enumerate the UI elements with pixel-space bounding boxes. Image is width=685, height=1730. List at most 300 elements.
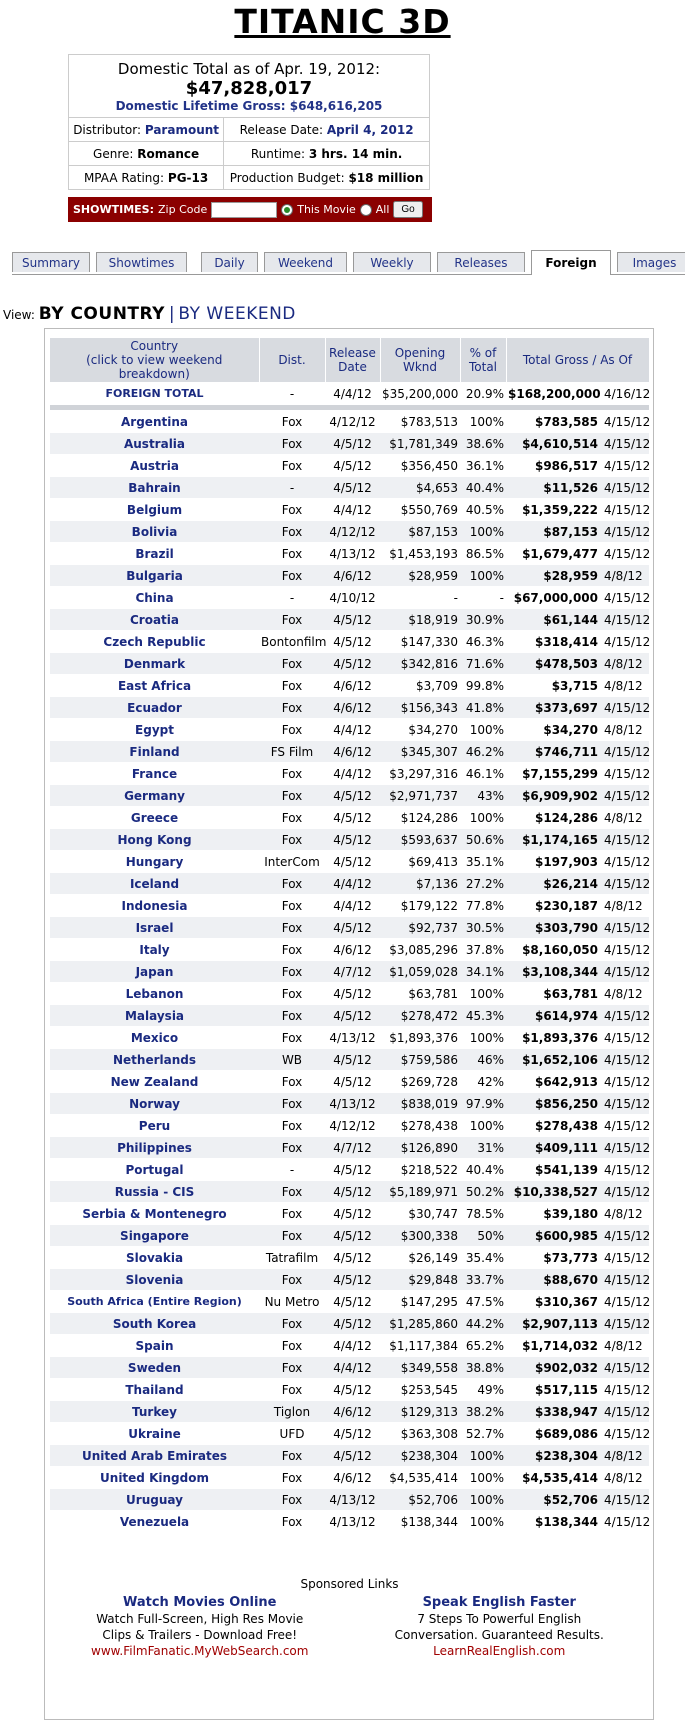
header-release-date[interactable]: Release Date <box>325 338 380 383</box>
gross-cell: $310,367 <box>506 1291 600 1313</box>
pct-cell: 100% <box>460 1445 506 1467</box>
lifetime-gross-link[interactable]: Domestic Lifetime Gross: $648,616,205 <box>115 98 383 113</box>
country-link[interactable]: United Arab Emirates <box>50 1445 259 1467</box>
country-link[interactable]: Peru <box>50 1115 259 1137</box>
tab-weekly[interactable]: Weekly <box>353 252 431 272</box>
release-cell: 4/5/12 <box>325 851 380 873</box>
asof-cell: 4/15/12 <box>600 455 649 477</box>
dist-cell: FS Film <box>259 741 325 763</box>
country-link[interactable]: New Zealand <box>50 1071 259 1093</box>
pct-cell: 100% <box>460 565 506 587</box>
asof-cell: 4/15/12 <box>600 433 649 455</box>
asof-cell: 4/15/12 <box>600 697 649 719</box>
table-row <box>50 1137 649 1159</box>
distributor-label: Distributor: <box>73 122 142 137</box>
pct-cell: 100% <box>460 807 506 829</box>
asof-cell: 4/15/12 <box>600 1159 649 1181</box>
gross-cell: $3,715 <box>506 675 600 697</box>
pct-cell: 38.2% <box>460 1401 506 1423</box>
opening-cell: $1,285,860 <box>380 1313 460 1335</box>
release-cell: 4/13/12 <box>325 1511 380 1533</box>
opening-cell: $356,450 <box>380 455 460 477</box>
dist-cell: Fox <box>259 763 325 785</box>
gross-cell: $478,503 <box>506 653 600 675</box>
table-row <box>50 763 649 785</box>
gross-cell: $1,174,165 <box>506 829 600 851</box>
opening-cell: $29,848 <box>380 1269 460 1291</box>
asof-cell: 4/8/12 <box>600 653 649 675</box>
go-button[interactable]: Go <box>393 201 422 218</box>
release-cell: 4/13/12 <box>325 1027 380 1049</box>
country-link[interactable]: Serbia & Montenegro <box>50 1203 259 1225</box>
release-cell: 4/5/12 <box>325 983 380 1005</box>
header-opening-wknd[interactable]: Opening Wknd <box>380 338 460 383</box>
release-cell: 4/4/12 <box>325 1357 380 1379</box>
country-link[interactable]: Thailand <box>50 1379 259 1401</box>
country-link[interactable]: Bolivia <box>50 521 259 543</box>
country-link[interactable]: Hong Kong <box>50 829 259 851</box>
country-link[interactable]: Uruguay <box>50 1489 259 1511</box>
opening-cell: $28,959 <box>380 565 460 587</box>
tab-foreign[interactable]: Foreign <box>531 250 611 275</box>
distributor-link[interactable]: Paramount <box>144 122 220 137</box>
pct-cell: 44.2% <box>460 1313 506 1335</box>
dist-cell: Fox <box>259 1445 325 1467</box>
ad-url[interactable]: LearnRealEnglish.com <box>433 1644 566 1658</box>
gross-cell: $6,909,902 <box>506 785 600 807</box>
release-cell: 4/7/12 <box>325 961 380 983</box>
opening-cell: $3,709 <box>380 675 460 697</box>
opening-cell: $278,472 <box>380 1005 460 1027</box>
opening-cell: $4,535,414 <box>380 1467 460 1489</box>
country-link[interactable]: Spain <box>50 1335 259 1357</box>
asof-cell: 4/15/12 <box>600 763 649 785</box>
gross-cell: $4,535,414 <box>506 1467 600 1489</box>
country-link[interactable]: Bahrain <box>50 477 259 499</box>
dist-cell: Fox <box>259 961 325 983</box>
dist-cell: Fox <box>259 873 325 895</box>
release-cell: 4/13/12 <box>325 543 380 565</box>
dist-cell: Fox <box>259 1489 325 1511</box>
showtimes-label: SHOWTIMES: <box>73 203 154 216</box>
genre-value: Romance <box>137 146 200 161</box>
opening-cell: $69,413 <box>380 851 460 873</box>
dist-cell: Fox <box>259 411 325 433</box>
table-row <box>50 1423 649 1445</box>
mpaa-value: PG-13 <box>167 170 209 185</box>
pct-cell: 46.3% <box>460 631 506 653</box>
asof-cell: 4/15/12 <box>600 829 649 851</box>
dist-cell: Fox <box>259 1027 325 1049</box>
gross-cell: $2,907,113 <box>506 1313 600 1335</box>
dist-cell: WB <box>259 1049 325 1071</box>
dist-cell: Fox <box>259 1115 325 1137</box>
table-row <box>50 1445 649 1467</box>
opening-cell: $87,153 <box>380 521 460 543</box>
dist-cell: Fox <box>259 1181 325 1203</box>
pct-cell: 50.6% <box>460 829 506 851</box>
domestic-total-value: $47,828,017 <box>185 77 313 99</box>
ad-line: 7 Steps To Powerful English <box>417 1612 582 1626</box>
pct-cell: 100% <box>460 521 506 543</box>
release-cell: 4/4/12 <box>325 895 380 917</box>
release-cell: 4/5/12 <box>325 1313 380 1335</box>
gross-cell: $39,180 <box>506 1203 600 1225</box>
country-link[interactable]: Australia <box>50 433 259 455</box>
pct-cell: 30.5% <box>460 917 506 939</box>
showtimes-bar <box>68 197 432 222</box>
country-link[interactable]: Ecuador <box>50 697 259 719</box>
asof-cell: 4/8/12 <box>600 675 649 697</box>
release-cell: 4/5/12 <box>325 477 380 499</box>
budget-value: $18 million <box>348 170 424 185</box>
asof-cell: 4/8/12 <box>600 1445 649 1467</box>
gross-cell: $409,111 <box>506 1137 600 1159</box>
country-link[interactable]: Norway <box>50 1093 259 1115</box>
tab-weekend[interactable]: Weekend <box>264 252 347 272</box>
gross-cell: $986,517 <box>506 455 600 477</box>
table-row <box>50 433 649 455</box>
opening-cell: $838,019 <box>380 1093 460 1115</box>
country-link[interactable]: Slovenia <box>50 1269 259 1291</box>
release-cell: 4/13/12 <box>325 1093 380 1115</box>
dist-cell: Fox <box>259 433 325 455</box>
country-link[interactable]: East Africa <box>50 675 259 697</box>
gross-cell: $902,032 <box>506 1357 600 1379</box>
release-date-cell <box>224 118 430 142</box>
asof-cell: 4/15/12 <box>600 1181 649 1203</box>
gross-cell: $63,781 <box>506 983 600 1005</box>
opening-cell: $238,304 <box>380 1445 460 1467</box>
pct-cell: 46.2% <box>460 741 506 763</box>
country-link[interactable]: South Korea <box>50 1313 259 1335</box>
release-cell: 4/5/12 <box>325 1181 380 1203</box>
country-link[interactable]: Malaysia <box>50 1005 259 1027</box>
dist-cell: Fox <box>259 807 325 829</box>
release-cell: 4/7/12 <box>325 1137 380 1159</box>
gross-cell: $1,679,477 <box>506 543 600 565</box>
dist-cell: UFD <box>259 1423 325 1445</box>
table-row <box>50 1203 649 1225</box>
release-cell: 4/5/12 <box>325 631 380 653</box>
pct-cell: 40.4% <box>460 477 506 499</box>
pct-cell: 35.1% <box>460 851 506 873</box>
country-link[interactable]: Austria <box>50 455 259 477</box>
dist-cell: Fox <box>259 1467 325 1489</box>
dist-cell: Fox <box>259 1269 325 1291</box>
asof-cell: 4/15/12 <box>600 1489 649 1511</box>
asof-cell: 4/15/12 <box>600 609 649 631</box>
country-link[interactable]: Croatia <box>50 609 259 631</box>
asof-cell: 4/15/12 <box>600 1423 649 1445</box>
table-row <box>50 609 649 631</box>
asof-cell: 4/15/12 <box>600 1027 649 1049</box>
asof-cell: 4/15/12 <box>600 1093 649 1115</box>
release-cell: 4/5/12 <box>325 455 380 477</box>
table-row <box>50 1049 649 1071</box>
foreign-total-asof: 4/16/12 <box>600 383 649 405</box>
page-title-wrap <box>0 0 685 44</box>
opening-cell: $26,149 <box>380 1247 460 1269</box>
opening-cell: $2,971,737 <box>380 785 460 807</box>
gross-cell: $689,086 <box>506 1423 600 1445</box>
tab-daily[interactable]: Daily <box>201 252 258 272</box>
table-row <box>50 1401 649 1423</box>
ad-headline[interactable]: Speak English Faster <box>422 1595 576 1610</box>
pct-cell: 77.8% <box>460 895 506 917</box>
gross-cell: $4,610,514 <box>506 433 600 455</box>
dist-cell: Fox <box>259 455 325 477</box>
opening-cell: $126,890 <box>380 1137 460 1159</box>
gross-cell: $373,697 <box>506 697 600 719</box>
genre-cell <box>69 142 224 166</box>
pct-cell: 41.8% <box>460 697 506 719</box>
country-link[interactable]: Hungary <box>50 851 259 873</box>
asof-cell: 4/15/12 <box>600 873 649 895</box>
release-cell: 4/5/12 <box>325 1049 380 1071</box>
country-link[interactable]: Bulgaria <box>50 565 259 587</box>
all-radio[interactable] <box>360 204 372 216</box>
dist-cell: Fox <box>259 1313 325 1335</box>
opening-cell: $345,307 <box>380 741 460 763</box>
gross-cell: $614,974 <box>506 1005 600 1027</box>
country-link[interactable]: Lebanon <box>50 983 259 1005</box>
country-link[interactable]: Czech Republic <box>50 631 259 653</box>
tab-showtimes[interactable]: Showtimes <box>96 252 187 272</box>
opening-cell: - <box>380 587 460 609</box>
tab-releases[interactable]: Releases <box>437 252 525 272</box>
release-cell: 4/6/12 <box>325 1467 380 1489</box>
pct-cell: 40.4% <box>460 1159 506 1181</box>
table-row <box>50 807 649 829</box>
country-link[interactable]: Portugal <box>50 1159 259 1181</box>
asof-cell: 4/8/12 <box>600 565 649 587</box>
tab-summary[interactable]: Summary <box>12 252 90 272</box>
dist-cell: - <box>259 587 325 609</box>
ad-url[interactable]: www.FilmFanatic.MyWebSearch.com <box>91 1644 309 1658</box>
dist-cell: Fox <box>259 675 325 697</box>
country-link[interactable]: Slovakia <box>50 1247 259 1269</box>
table-row <box>50 829 649 851</box>
country-link[interactable]: Argentina <box>50 411 259 433</box>
header-country[interactable]: Country (click to view weekend breakdown) <box>50 338 259 383</box>
gross-cell: $783,585 <box>506 411 600 433</box>
opening-cell: $179,122 <box>380 895 460 917</box>
country-link[interactable]: China <box>50 587 259 609</box>
pct-cell: 35.4% <box>460 1247 506 1269</box>
country-link[interactable]: Indonesia <box>50 895 259 917</box>
country-link[interactable]: United Kingdom <box>50 1467 259 1489</box>
tab-images[interactable]: Images <box>617 252 685 272</box>
release-cell: 4/5/12 <box>325 1071 380 1093</box>
sponsored-ads <box>50 1595 649 1659</box>
table-row <box>50 939 649 961</box>
asof-cell: 4/15/12 <box>600 1071 649 1093</box>
country-link[interactable]: Sweden <box>50 1357 259 1379</box>
asof-cell: 4/15/12 <box>600 917 649 939</box>
country-link[interactable]: Egypt <box>50 719 259 741</box>
pct-cell: 49% <box>460 1379 506 1401</box>
asof-cell: 4/15/12 <box>600 939 649 961</box>
asof-cell: 4/15/12 <box>600 1357 649 1379</box>
tab-bar <box>12 250 685 275</box>
gross-cell: $11,526 <box>506 477 600 499</box>
release-cell: 4/13/12 <box>325 1489 380 1511</box>
foreign-total-dist: - <box>259 383 325 405</box>
country-link[interactable]: Brazil <box>50 543 259 565</box>
asof-cell: 4/15/12 <box>600 499 649 521</box>
country-link[interactable]: Philippines <box>50 1137 259 1159</box>
country-link[interactable]: Iceland <box>50 873 259 895</box>
dist-cell: Fox <box>259 565 325 587</box>
release-cell: 4/10/12 <box>325 587 380 609</box>
country-link[interactable]: Finland <box>50 741 259 763</box>
dist-cell: Fox <box>259 499 325 521</box>
asof-cell: 4/15/12 <box>600 961 649 983</box>
asof-cell: 4/8/12 <box>600 1335 649 1357</box>
gross-cell: $87,153 <box>506 521 600 543</box>
release-date-link[interactable]: April 4, 2012 <box>326 122 414 137</box>
gross-cell: $600,985 <box>506 1225 600 1247</box>
dist-cell: Tiglon <box>259 1401 325 1423</box>
table-row <box>50 521 649 543</box>
genre-label: Genre: <box>93 146 134 161</box>
ad-line: Watch Full-Screen, High Res Movie <box>96 1612 304 1626</box>
table-row <box>50 741 649 763</box>
country-link[interactable]: Germany <box>50 785 259 807</box>
header-dist[interactable]: Dist. <box>259 338 325 383</box>
country-link[interactable]: Turkey <box>50 1401 259 1423</box>
mpaa-cell <box>69 166 224 190</box>
country-link[interactable]: France <box>50 763 259 785</box>
asof-cell: 4/15/12 <box>600 587 649 609</box>
foreign-total-release: 4/4/12 <box>325 383 380 405</box>
release-cell: 4/6/12 <box>325 697 380 719</box>
gross-cell: $230,187 <box>506 895 600 917</box>
release-cell: 4/12/12 <box>325 1115 380 1137</box>
foreign-total-label: FOREIGN TOTAL <box>50 383 259 405</box>
opening-cell: $5,189,971 <box>380 1181 460 1203</box>
gross-cell: $1,652,106 <box>506 1049 600 1071</box>
ad-watch-movies[interactable] <box>50 1595 350 1659</box>
dist-cell: Fox <box>259 1511 325 1533</box>
gross-cell: $3,108,344 <box>506 961 600 983</box>
country-link[interactable]: Israel <box>50 917 259 939</box>
country-link[interactable]: Venezuela <box>50 1511 259 1533</box>
opening-cell: $18,919 <box>380 609 460 631</box>
table-row <box>50 1225 649 1247</box>
table-row <box>50 1335 649 1357</box>
opening-cell: $1,453,193 <box>380 543 460 565</box>
ad-headline[interactable]: Watch Movies Online <box>122 1595 277 1610</box>
release-cell: 4/5/12 <box>325 1159 380 1181</box>
gross-cell: $73,773 <box>506 1247 600 1269</box>
release-cell: 4/5/12 <box>325 1225 380 1247</box>
table-row <box>50 653 649 675</box>
release-cell: 4/5/12 <box>325 609 380 631</box>
country-link[interactable]: Japan <box>50 961 259 983</box>
domestic-total-cell <box>69 55 430 118</box>
foreign-table-body <box>50 383 649 1533</box>
gross-cell: $1,714,032 <box>506 1335 600 1357</box>
pct-cell: 100% <box>460 1511 506 1533</box>
asof-cell: 4/8/12 <box>600 1467 649 1489</box>
pct-cell: 52.7% <box>460 1423 506 1445</box>
table-row <box>50 851 649 873</box>
movie-summary-box <box>68 54 430 190</box>
dist-cell: Fox <box>259 1379 325 1401</box>
asof-cell: 4/15/12 <box>600 1049 649 1071</box>
gross-cell: $28,959 <box>506 565 600 587</box>
release-cell: 4/5/12 <box>325 1005 380 1027</box>
dist-cell: Fox <box>259 653 325 675</box>
country-link[interactable]: Denmark <box>50 653 259 675</box>
pct-cell: 100% <box>460 719 506 741</box>
opening-cell: $1,117,384 <box>380 1335 460 1357</box>
country-link[interactable]: Greece <box>50 807 259 829</box>
by-weekend-link[interactable]: BY WEEKEND <box>178 304 296 324</box>
release-cell: 4/6/12 <box>325 675 380 697</box>
dist-cell: Fox <box>259 983 325 1005</box>
pct-cell: 78.5% <box>460 1203 506 1225</box>
asof-cell: 4/15/12 <box>600 1005 649 1027</box>
dist-cell: Fox <box>259 1335 325 1357</box>
asof-cell: 4/8/12 <box>600 719 649 741</box>
gross-cell: $746,711 <box>506 741 600 763</box>
dist-cell: Fox <box>259 829 325 851</box>
header-pct-total[interactable]: % of Total <box>460 338 506 383</box>
country-link[interactable]: Russia - CIS <box>50 1181 259 1203</box>
header-total-gross[interactable]: Total Gross / As Of <box>506 338 649 383</box>
asof-cell: 4/15/12 <box>600 631 649 653</box>
release-cell: 4/5/12 <box>325 807 380 829</box>
opening-cell: $300,338 <box>380 1225 460 1247</box>
pct-cell: 100% <box>460 1115 506 1137</box>
country-link[interactable]: South Africa (Entire Region) <box>50 1291 259 1313</box>
ad-line: Clips & Trailers - Download Free! <box>102 1628 298 1642</box>
release-date-label: Release Date: <box>239 122 324 137</box>
gross-cell: $7,155,299 <box>506 763 600 785</box>
release-cell: 4/4/12 <box>325 763 380 785</box>
table-row <box>50 1379 649 1401</box>
pct-cell: 38.6% <box>460 433 506 455</box>
country-link[interactable]: Mexico <box>50 1027 259 1049</box>
dist-cell: InterCom <box>259 851 325 873</box>
gross-cell: $541,139 <box>506 1159 600 1181</box>
table-row <box>50 675 649 697</box>
country-link[interactable]: Ukraine <box>50 1423 259 1445</box>
zip-code-input[interactable] <box>211 202 277 218</box>
release-cell: 4/5/12 <box>325 1269 380 1291</box>
table-row <box>50 1489 649 1511</box>
release-cell: 4/12/12 <box>325 411 380 433</box>
release-cell: 4/4/12 <box>325 873 380 895</box>
country-link[interactable]: Singapore <box>50 1225 259 1247</box>
country-link[interactable]: Belgium <box>50 499 259 521</box>
gross-cell: $856,250 <box>506 1093 600 1115</box>
opening-cell: $4,653 <box>380 477 460 499</box>
country-link[interactable]: Italy <box>50 939 259 961</box>
release-cell: 4/5/12 <box>325 785 380 807</box>
this-movie-radio[interactable] <box>281 204 293 216</box>
foreign-total-gross: $168,200,000 <box>506 383 600 405</box>
ad-speak-english[interactable] <box>350 1595 650 1659</box>
table-row <box>50 719 649 741</box>
gross-cell: $88,670 <box>506 1269 600 1291</box>
country-link[interactable]: Netherlands <box>50 1049 259 1071</box>
dist-cell: Fox <box>259 719 325 741</box>
ad-line: Conversation. Guaranteed Results. <box>394 1628 604 1642</box>
